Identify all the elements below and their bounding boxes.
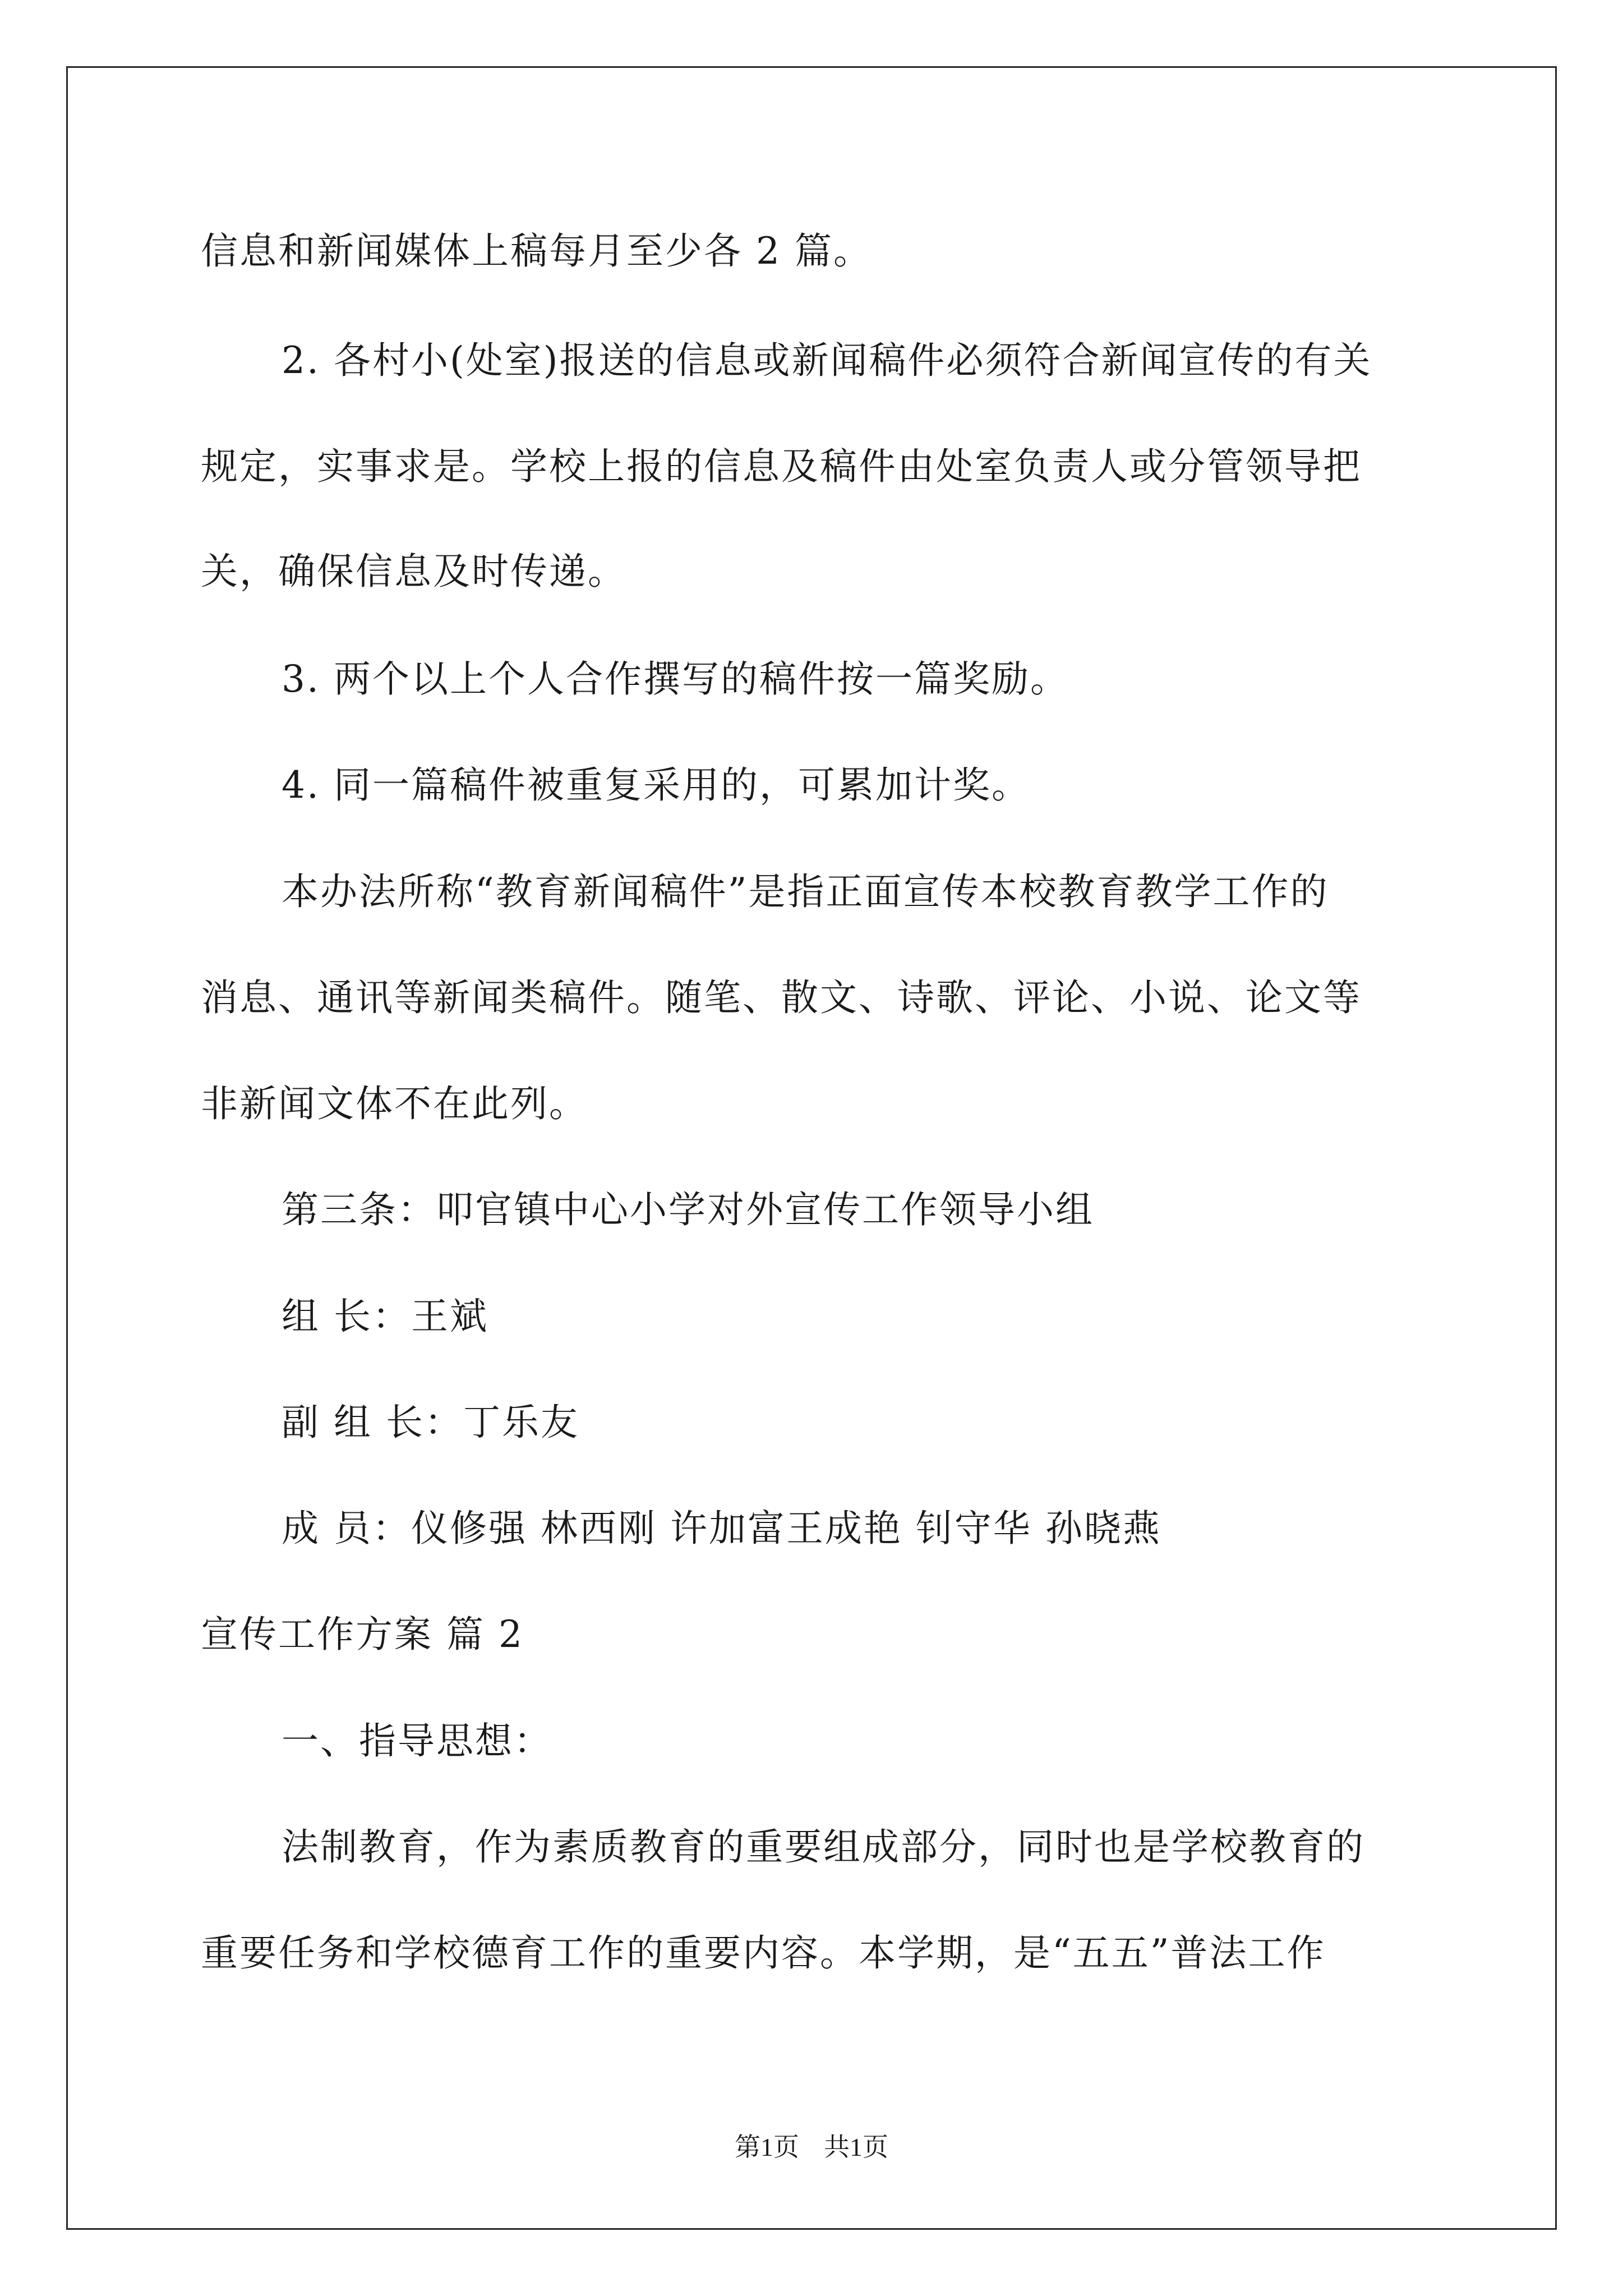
- text-line-9: 非新闻文体不在此列。: [201, 1082, 588, 1125]
- text-line-8: 消息、通讯等新闻类稿件。随笔、散文、诗歌、评论、小说、论文等: [201, 976, 1362, 1019]
- text-line-7: 本办法所称“教育新闻稿件”是指正面宣传本校教育教学工作的: [282, 870, 1329, 913]
- text-line-4: 关，确保信息及时传递。: [201, 550, 626, 593]
- text-line-13: 成 员：仪修强 林西刚 许加富王成艳 钊守华 孙晓燕: [282, 1507, 1161, 1550]
- text-line-10: 第三条：叩官镇中心小学对外宣传工作领导小组: [282, 1188, 1094, 1231]
- text-line-15: 一、指导思想：: [282, 1719, 552, 1763]
- section-heading: 宣传工作方案 篇 2: [201, 1613, 524, 1656]
- page-total: 共1页: [824, 2133, 888, 2161]
- text-line-2: 2. 各村小(处室)报送的信息或新闻稿件必须符合新闻宣传的有关: [282, 339, 1372, 382]
- text-line-3: 规定，实事求是。学校上报的信息及稿件由处室负责人或分管领导把: [201, 445, 1362, 488]
- text-line-17: 重要任务和学校德育工作的重要内容。本学期，是“五五”普法工作: [201, 1931, 1326, 1975]
- page-number: 第1页: [735, 2133, 799, 2161]
- text-line-12: 副 组 长：丁乐友: [282, 1401, 579, 1444]
- text-line-11: 组 长：王斌: [282, 1295, 488, 1338]
- text-line-1: 信息和新闻媒体上稿每月至少各 2 篇。: [201, 229, 872, 273]
- text-line-6: 4. 同一篇稿件被重复采用的，可累加计奖。: [282, 763, 1030, 807]
- page-footer: [0, 2131, 1623, 2164]
- text-line-16: 法制教育，作为素质教育的重要组成部分，同时也是学校教育的: [282, 1825, 1365, 1869]
- page-border: [66, 66, 1557, 2230]
- text-line-5: 3. 两个以上个人合作撰写的稿件按一篇奖励。: [282, 657, 1069, 701]
